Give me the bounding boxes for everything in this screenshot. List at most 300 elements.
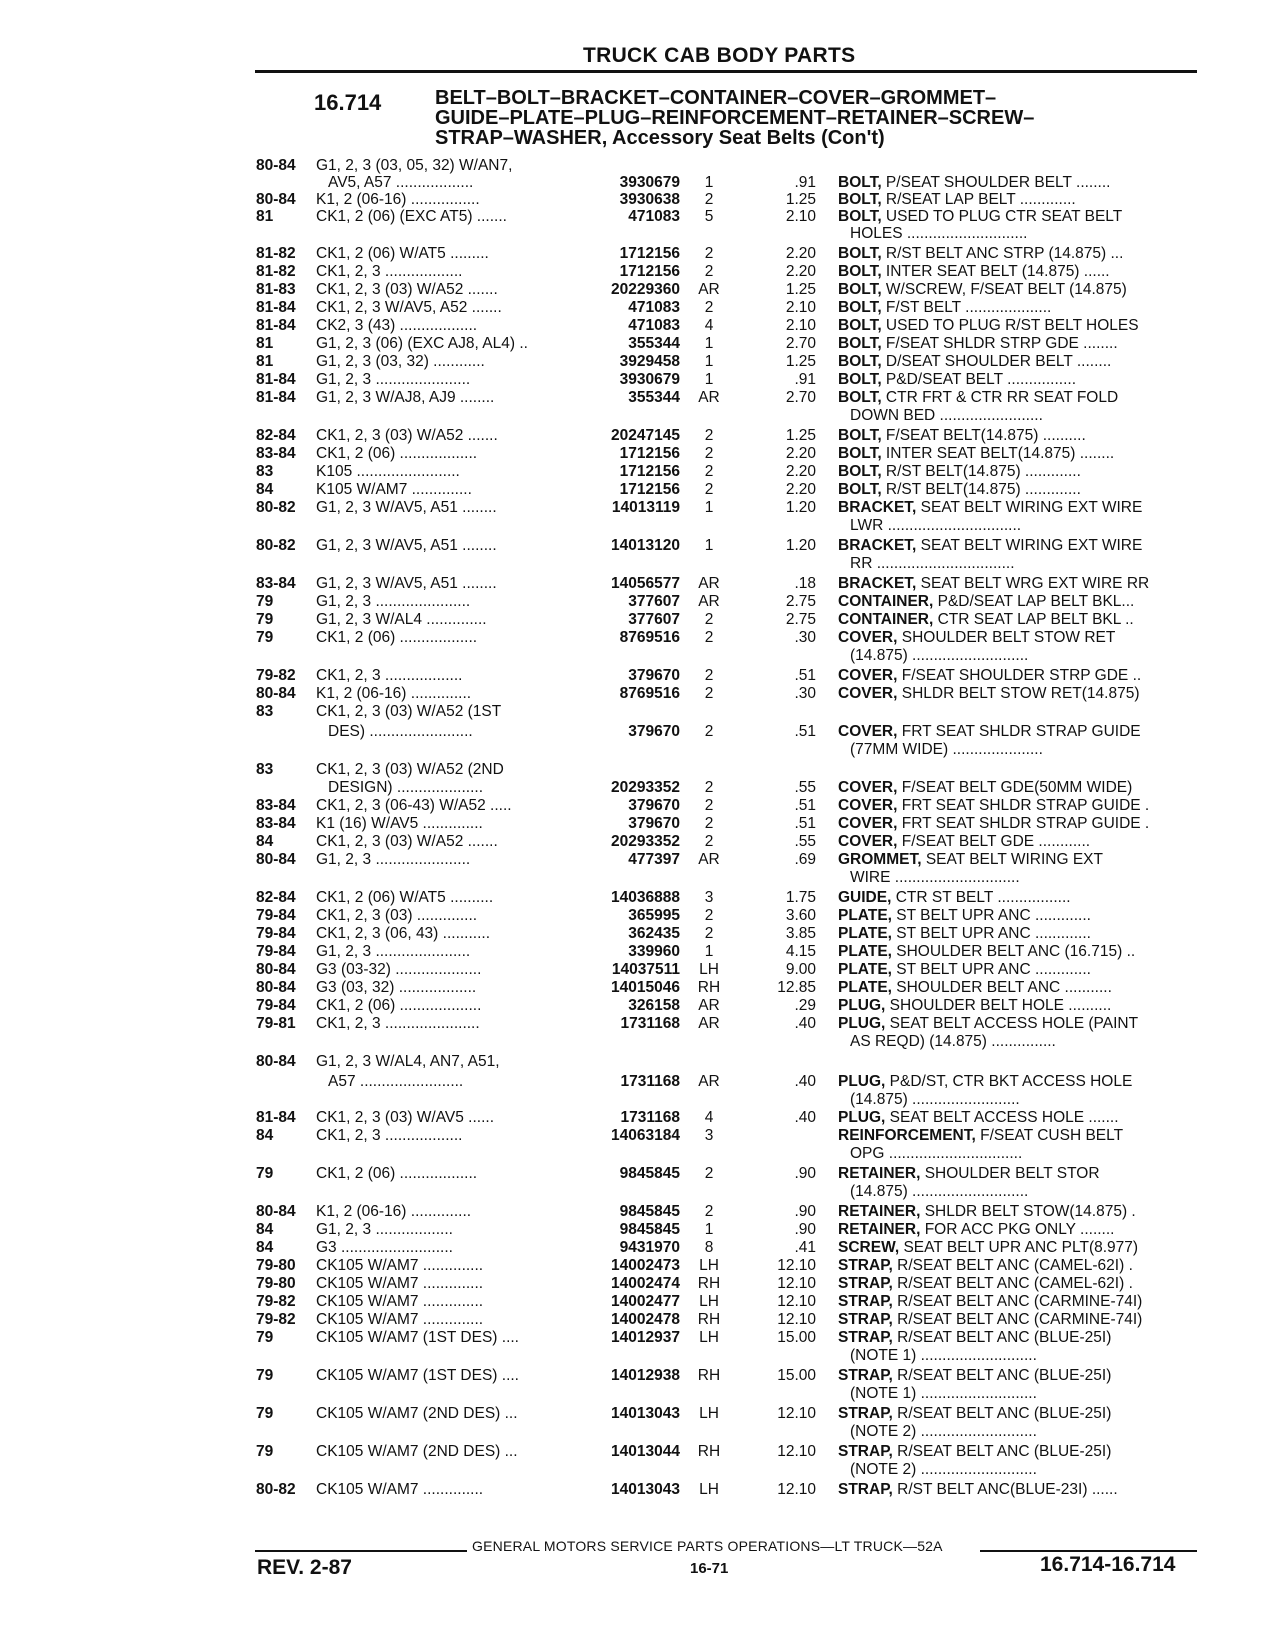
- description: [838, 778, 1132, 797]
- model-years: 80-84: [256, 961, 296, 978]
- quantity: LH: [699, 1405, 719, 1422]
- description-continuation: (NOTE 2) ...........................: [850, 1423, 1037, 1440]
- part-name: STRAP,: [838, 1443, 893, 1460]
- description-text: CTR FRT & CTR RR SEAT FOLD: [881, 389, 1119, 406]
- description-text: SHOULDER BELT ANC (16.715) ..: [891, 943, 1136, 960]
- description: [838, 480, 1081, 499]
- part-number: 471083: [628, 299, 680, 316]
- price: 2.20: [785, 463, 816, 480]
- quantity: LH: [699, 1293, 719, 1310]
- price: .40: [794, 1073, 816, 1090]
- part-name: BOLT,: [838, 245, 882, 262]
- model-years: 79: [256, 593, 274, 610]
- description-continuation: WIRE .............................: [850, 869, 1020, 886]
- description: [838, 1220, 1114, 1239]
- part-name: CONTAINER,: [838, 593, 934, 610]
- part-name: STRAP,: [838, 1481, 893, 1498]
- model-years: 81-82: [256, 263, 296, 280]
- model-years: 79-84: [256, 907, 296, 924]
- price: 2.20: [785, 245, 816, 262]
- price: .51: [794, 723, 816, 740]
- part-number: 1731168: [620, 1109, 680, 1126]
- part-name: PLUG,: [838, 1073, 886, 1090]
- description-text: F/SEAT SHOULDER STRP GDE ..: [897, 667, 1142, 684]
- application: CK1, 2 (06) ...................: [316, 997, 482, 1014]
- part-number: 3930638: [619, 191, 680, 208]
- application: G1, 2, 3 (03, 32) ............: [316, 353, 485, 370]
- part-number: 14002473: [611, 1257, 680, 1274]
- quantity: 2: [704, 1203, 714, 1220]
- description: [838, 262, 1110, 281]
- application: G1, 2, 3 W/AJ8, AJ9 ........: [316, 389, 495, 406]
- price: 12.10: [777, 1405, 816, 1422]
- application: G1, 2, 3 W/AV5, A51 ........: [316, 575, 497, 592]
- part-name: SCREW,: [838, 1239, 900, 1256]
- price: .29: [794, 997, 816, 1014]
- quantity: 2: [704, 463, 714, 480]
- description: [838, 298, 1051, 317]
- part-number: 9845845: [619, 1203, 680, 1220]
- part-number: 14002477: [611, 1293, 680, 1310]
- model-years: 79-80: [256, 1275, 296, 1292]
- quantity: 1: [704, 499, 714, 516]
- quantity: 8: [704, 1239, 714, 1256]
- application: CK105 W/AM7 ..............: [316, 1311, 484, 1328]
- part-number: 8769516: [619, 629, 680, 646]
- description: [838, 1442, 1111, 1461]
- description-text: F/SEAT BELT(14.875) ..........: [881, 427, 1086, 444]
- quantity: 2: [704, 299, 714, 316]
- application: CK1, 2 (06) (EXC AT5) .......: [316, 208, 507, 225]
- description: [838, 628, 1115, 647]
- application: G1, 2, 3 ..................: [316, 1221, 453, 1238]
- application: DES) ........................: [328, 723, 473, 740]
- application: CK1, 2, 3 ......................: [316, 1015, 480, 1032]
- description-continuation: (NOTE 1) ...........................: [850, 1347, 1037, 1364]
- description-continuation: (NOTE 1) ...........................: [850, 1385, 1037, 1402]
- application: CK1, 2, 3 (03) W/A52 (2ND: [316, 761, 504, 778]
- application: CK1, 2 (06) ..................: [316, 445, 478, 462]
- description-text: SEAT BELT WIRING EXT: [921, 851, 1103, 868]
- quantity: 1: [704, 371, 714, 388]
- application: CK1, 2 (06) W/AT5 ..........: [316, 889, 494, 906]
- description-text: R/SEAT LAP BELT .............: [881, 191, 1076, 208]
- part-number: 3930679: [619, 174, 680, 191]
- price: 12.10: [777, 1481, 816, 1498]
- model-years: 79: [256, 1367, 274, 1384]
- part-number: 14013120: [611, 537, 680, 554]
- model-years: 81: [256, 208, 274, 225]
- price: .90: [794, 1221, 816, 1238]
- description: [838, 1274, 1133, 1293]
- application: G1, 2, 3 W/AL4 ..............: [316, 611, 487, 628]
- model-years: 81: [256, 353, 274, 370]
- quantity: LH: [699, 1257, 719, 1274]
- description-text: SEAT BELT UPR ANC PLT(8.977): [899, 1239, 1139, 1256]
- quantity: 1: [704, 353, 714, 370]
- model-years: 84: [256, 1127, 274, 1144]
- quantity: AR: [698, 1073, 720, 1090]
- quantity: 2: [704, 445, 714, 462]
- description-text: R/ST BELT ANC(BLUE-23I) ......: [892, 1481, 1118, 1498]
- quantity: 3: [704, 889, 714, 906]
- description: [838, 1366, 1111, 1385]
- section-title-line: BELT–BOLT–BRACKET–CONTAINER–COVER–GROMMET–: [435, 87, 997, 109]
- part-name: STRAP,: [838, 1367, 893, 1384]
- part-name: BOLT,: [838, 445, 882, 462]
- part-number: 1712156: [619, 445, 680, 462]
- part-number: 20229360: [611, 281, 680, 298]
- description-continuation: AS REQD) (14.875) ...............: [850, 1033, 1056, 1050]
- part-name: STRAP,: [838, 1329, 893, 1346]
- part-name: BOLT,: [838, 481, 882, 498]
- quantity: 2: [704, 667, 714, 684]
- description: [838, 942, 1135, 961]
- application: CK105 W/AM7 ..............: [316, 1293, 484, 1310]
- quantity: RH: [697, 1275, 721, 1292]
- description: [838, 684, 1139, 703]
- quantity: AR: [698, 1015, 720, 1032]
- model-years: 83: [256, 703, 274, 720]
- part-name: BOLT,: [838, 174, 882, 191]
- part-number: 14037511: [611, 961, 680, 978]
- quantity: 1: [704, 1221, 714, 1238]
- application: G1, 2, 3 W/AV5, A51 ........: [316, 537, 497, 554]
- revision-date: REV. 2-87: [257, 1556, 352, 1579]
- description: [838, 850, 1103, 869]
- price: 15.00: [777, 1329, 816, 1346]
- part-name: PLATE,: [838, 925, 892, 942]
- part-number: 1712156: [619, 463, 680, 480]
- application: DESIGN) ....................: [328, 779, 484, 796]
- model-years: 80-84: [256, 157, 296, 174]
- part-name: BRACKET,: [838, 499, 917, 516]
- price: .55: [794, 833, 816, 850]
- description: [838, 1328, 1111, 1347]
- quantity: RH: [697, 1311, 721, 1328]
- quantity: LH: [699, 961, 719, 978]
- application: CK105 W/AM7 ..............: [316, 1257, 484, 1274]
- part-name: GROMMET,: [838, 851, 922, 868]
- section-range: 16.714-16.714: [1040, 1553, 1176, 1576]
- price: .91: [794, 174, 816, 191]
- description-continuation: (14.875) .........................: [850, 1091, 1020, 1108]
- price: 3.60: [785, 907, 816, 924]
- price: 12.10: [777, 1311, 816, 1328]
- quantity: AR: [698, 851, 720, 868]
- price: 2.10: [785, 208, 816, 225]
- model-years: 84: [256, 833, 274, 850]
- model-years: 81-84: [256, 299, 296, 316]
- application: G3 (03, 32) ..................: [316, 979, 477, 996]
- quantity: 2: [704, 779, 714, 796]
- price: .51: [794, 815, 816, 832]
- part-number: 1712156: [619, 481, 680, 498]
- quantity: 2: [704, 833, 714, 850]
- part-name: STRAP,: [838, 1275, 893, 1292]
- part-name: GUIDE,: [838, 889, 892, 906]
- part-name: PLATE,: [838, 943, 892, 960]
- description: [838, 316, 1139, 335]
- quantity: 2: [704, 191, 714, 208]
- part-number: 379670: [628, 815, 680, 832]
- description-text: F/SEAT BELT GDE(50MM WIDE): [897, 779, 1133, 796]
- part-name: REINFORCEMENT,: [838, 1127, 976, 1144]
- price: 1.25: [785, 353, 816, 370]
- model-years: 84: [256, 1221, 274, 1238]
- description-text: CTR ST BELT .................: [891, 889, 1071, 906]
- part-number: 1712156: [619, 245, 680, 262]
- price: .55: [794, 779, 816, 796]
- part-number: 8769516: [619, 685, 680, 702]
- application: CK2, 3 (43) ..................: [316, 317, 478, 334]
- part-number: 14063184: [611, 1127, 680, 1144]
- description-text: F/SEAT CUSH BELT: [975, 1127, 1124, 1144]
- description: [838, 996, 1111, 1015]
- description: [838, 280, 1127, 299]
- model-years: 80-82: [256, 1481, 296, 1498]
- part-name: COVER,: [838, 629, 898, 646]
- description-text: ST BELT UPR ANC .............: [891, 961, 1091, 978]
- application: CK105 W/AM7 ..............: [316, 1481, 484, 1498]
- quantity: RH: [697, 1443, 721, 1460]
- quantity: 1: [704, 943, 714, 960]
- description: [838, 796, 1149, 815]
- model-years: 82-84: [256, 889, 296, 906]
- model-years: 79-82: [256, 1293, 296, 1310]
- application: K105 W/AM7 ..............: [316, 481, 472, 498]
- application: CK1, 2, 3 (03) W/A52 .......: [316, 281, 498, 298]
- part-name: BOLT,: [838, 299, 882, 316]
- part-number: 14013044: [611, 1443, 680, 1460]
- part-number: 326158: [628, 997, 680, 1014]
- description: [838, 722, 1141, 741]
- description-continuation: LWR ...............................: [850, 517, 1022, 534]
- description: [838, 1164, 1100, 1183]
- section-number: 16.714: [314, 90, 382, 115]
- quantity: 2: [704, 815, 714, 832]
- description-text: SHOULDER BELT HOLE ..........: [885, 997, 1112, 1014]
- model-years: 81-84: [256, 389, 296, 406]
- part-name: BRACKET,: [838, 537, 917, 554]
- description-text: F/SEAT SHLDR STRP GDE ........: [881, 335, 1118, 352]
- description-text: SEAT BELT WIRING EXT WIRE: [916, 537, 1143, 554]
- part-name: STRAP,: [838, 1405, 893, 1422]
- price: 2.70: [785, 335, 816, 352]
- part-number: 20293352: [611, 779, 680, 796]
- application: CK1, 2, 3 (03) ..............: [316, 907, 478, 924]
- quantity: 4: [704, 1109, 714, 1126]
- application: AV5, A57 ..................: [328, 174, 474, 191]
- description: [838, 1310, 1142, 1329]
- model-years: 79: [256, 1443, 274, 1460]
- price: .51: [794, 667, 816, 684]
- model-years: 83-84: [256, 815, 296, 832]
- description: [838, 444, 1114, 463]
- price: 2.10: [785, 299, 816, 316]
- description: [838, 1072, 1132, 1091]
- quantity: 2: [704, 907, 714, 924]
- description-text: R/SEAT BELT ANC (CARMINE-74I): [892, 1311, 1143, 1328]
- model-years: 79-82: [256, 1311, 296, 1328]
- application: CK1, 2 (06) ..................: [316, 1165, 478, 1182]
- model-years: 80-84: [256, 191, 296, 208]
- description-text: ST BELT UPR ANC .............: [891, 925, 1091, 942]
- part-name: RETAINER,: [838, 1165, 921, 1182]
- part-name: BOLT,: [838, 317, 882, 334]
- price: 3.85: [785, 925, 816, 942]
- application: G3 (03-32) ....................: [316, 961, 482, 978]
- description-text: P/SEAT SHOULDER BELT ........: [881, 174, 1111, 191]
- description: [838, 924, 1091, 943]
- description-text: SEAT BELT WIRING EXT WIRE: [916, 499, 1143, 516]
- description-text: SEAT BELT ACCESS HOLE (PAINT: [885, 1015, 1139, 1032]
- quantity: 2: [704, 427, 714, 444]
- application: CK1, 2, 3 W/AV5, A52 .......: [316, 299, 502, 316]
- description-text: F/SEAT BELT GDE ............: [897, 833, 1091, 850]
- application: K1, 2 (06-16) ................: [316, 191, 480, 208]
- part-number: 14002474: [611, 1275, 680, 1292]
- part-number: 362435: [628, 925, 680, 942]
- part-number: 14013043: [611, 1405, 680, 1422]
- application: G1, 2, 3 (06) (EXC AJ8, AL4) ..: [316, 335, 528, 352]
- description: [838, 334, 1118, 353]
- description-continuation: (77MM WIDE) .....................: [850, 741, 1043, 758]
- part-number: 9431970: [619, 1239, 680, 1256]
- part-number: 3929458: [619, 353, 680, 370]
- part-number: 9845845: [619, 1165, 680, 1182]
- description-continuation: DOWN BED ........................: [850, 407, 1043, 424]
- price: 1.25: [785, 281, 816, 298]
- part-name: STRAP,: [838, 1293, 893, 1310]
- description-text: R/SEAT BELT ANC (BLUE-25I): [892, 1405, 1112, 1422]
- description-text: R/ST BELT(14.875) .............: [881, 463, 1081, 480]
- part-name: PLUG,: [838, 1109, 886, 1126]
- price: 12.10: [777, 1275, 816, 1292]
- part-name: PLATE,: [838, 979, 892, 996]
- application: CK105 W/AM7 (2ND DES) ...: [316, 1405, 518, 1422]
- description: [838, 352, 1111, 371]
- description-text: R/SEAT BELT ANC (CARMINE-74I): [892, 1293, 1143, 1310]
- application: CK1, 2, 3 (03) W/A52 .......: [316, 427, 498, 444]
- footer-rule-right: [980, 1550, 1197, 1552]
- price: 15.00: [777, 1367, 816, 1384]
- price: 1.20: [785, 537, 816, 554]
- price: .30: [794, 685, 816, 702]
- description: [838, 978, 1112, 997]
- description: [838, 1292, 1142, 1311]
- model-years: 79-84: [256, 997, 296, 1014]
- part-number: 379670: [628, 667, 680, 684]
- application: CK1, 2, 3 (06, 43) ...........: [316, 925, 491, 942]
- model-years: 79: [256, 1329, 274, 1346]
- part-name: RETAINER,: [838, 1221, 921, 1238]
- description-text: W/SCREW, F/SEAT BELT (14.875): [881, 281, 1127, 298]
- part-number: 377607: [628, 593, 680, 610]
- part-name: COVER,: [838, 667, 898, 684]
- description-text: SHOULDER BELT ANC ...........: [891, 979, 1112, 996]
- part-number: 14056577: [611, 575, 680, 592]
- description-text: R/SEAT BELT ANC (BLUE-25I): [892, 1443, 1112, 1460]
- description-text: FRT SEAT SHLDR STRAP GUIDE: [897, 723, 1141, 740]
- description-continuation: (14.875) ...........................: [850, 647, 1029, 664]
- price: 1.25: [785, 191, 816, 208]
- application: G1, 2, 3 W/AV5, A51 ........: [316, 499, 497, 516]
- description-text: P&D/SEAT BELT ................: [881, 371, 1077, 388]
- model-years: 80-82: [256, 499, 296, 516]
- model-years: 79-80: [256, 1257, 296, 1274]
- model-years: 80-84: [256, 1203, 296, 1220]
- model-years: 79-84: [256, 925, 296, 942]
- application: G3 ..........................: [316, 1239, 453, 1256]
- description: [838, 1126, 1123, 1145]
- price: .30: [794, 629, 816, 646]
- part-name: RETAINER,: [838, 1203, 921, 1220]
- part-name: PLUG,: [838, 997, 886, 1014]
- application: CK105 W/AM7 (1ST DES) ....: [316, 1367, 519, 1384]
- description: [838, 1256, 1133, 1275]
- price: .40: [794, 1015, 816, 1032]
- application: G1, 2, 3 ......................: [316, 943, 471, 960]
- price: 4.15: [785, 943, 816, 960]
- part-number: 14013043: [611, 1481, 680, 1498]
- part-number: 20247145: [611, 427, 680, 444]
- part-number: 471083: [628, 317, 680, 334]
- part-number: 14013119: [611, 499, 680, 516]
- part-number: 14036888: [611, 889, 680, 906]
- price: 2.20: [785, 445, 816, 462]
- application: K105 ........................: [316, 463, 460, 480]
- description-text: P&D/SEAT LAP BELT BKL...: [933, 593, 1135, 610]
- description-text: R/SEAT BELT ANC (CAMEL-62I) .: [892, 1275, 1133, 1292]
- description: [838, 1202, 1136, 1221]
- model-years: 81-82: [256, 245, 296, 262]
- description-continuation: (14.875) ...........................: [850, 1183, 1029, 1200]
- part-number: 14012937: [611, 1329, 680, 1346]
- quantity: AR: [698, 281, 720, 298]
- description: [838, 832, 1090, 851]
- model-years: 79: [256, 629, 274, 646]
- part-number: 339960: [628, 943, 680, 960]
- part-number: 1712156: [619, 263, 680, 280]
- price: .90: [794, 1165, 816, 1182]
- description: [838, 960, 1091, 979]
- description: [838, 1404, 1111, 1423]
- price: 2.70: [785, 389, 816, 406]
- application: CK1, 2 (06) ..................: [316, 629, 478, 646]
- description-continuation: (NOTE 2) ...........................: [850, 1461, 1037, 1478]
- application: CK105 W/AM7 (2ND DES) ...: [316, 1443, 518, 1460]
- model-years: 79-81: [256, 1015, 296, 1032]
- quantity: 2: [704, 629, 714, 646]
- application: G1, 2, 3 ......................: [316, 851, 471, 868]
- page-title: TRUCK CAB BODY PARTS: [583, 44, 856, 67]
- price: 1.20: [785, 499, 816, 516]
- quantity: LH: [699, 1481, 719, 1498]
- price: .41: [794, 1239, 816, 1256]
- part-name: COVER,: [838, 723, 898, 740]
- description: [838, 1014, 1138, 1033]
- part-name: BOLT,: [838, 263, 882, 280]
- application: K1, 2 (06-16) ..............: [316, 685, 472, 702]
- quantity: 1: [704, 174, 714, 191]
- part-name: BOLT,: [838, 208, 882, 225]
- description-continuation: RR ................................: [850, 555, 1015, 572]
- description: [838, 592, 1134, 611]
- part-name: COVER,: [838, 797, 898, 814]
- quantity: 2: [704, 723, 714, 740]
- part-name: COVER,: [838, 779, 898, 796]
